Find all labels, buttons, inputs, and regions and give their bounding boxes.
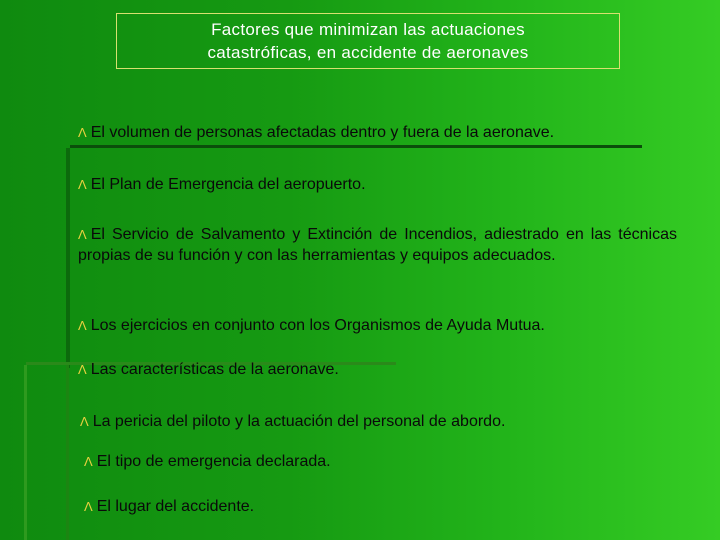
list-item [80, 411, 680, 432]
list-item-text: El tipo de emergencia declarada. [96, 453, 331, 470]
bullet-icon: Λ [78, 125, 87, 140]
bullet-icon: Λ [78, 318, 87, 333]
list-item [78, 315, 678, 336]
list-item-text: El lugar del accidente. [96, 498, 255, 515]
list-item [84, 496, 684, 517]
decorative-line [24, 365, 27, 540]
list-item [78, 174, 678, 195]
list-item-text: El Servicio de Salvamento y Extinción de Incendios, adiestrado en las técnicas propias de su función y con las herramientas y equipos adecuados. [78, 226, 677, 264]
bullet-icon: Λ [84, 454, 93, 469]
list-item [78, 122, 678, 143]
decorative-line [70, 145, 642, 148]
decorative-line [66, 365, 69, 540]
slide-title-line-1: Factores que minimizan las actuaciones [211, 20, 525, 39]
list-item-text: La pericia del piloto y la actuación del personal de abordo. [92, 413, 506, 430]
bullet-icon: Λ [78, 362, 87, 377]
bullet-icon: Λ [80, 414, 89, 429]
slide-title-line-2: catastróficas, en accidente de aeronaves [207, 43, 529, 62]
list-item [78, 359, 678, 380]
list-item-text: El volumen de personas afectadas dentro y fuera de la aeronave. [90, 124, 555, 141]
list-item-text: El Plan de Emergencia del aeropuerto. [90, 176, 366, 193]
decorative-line [66, 148, 70, 368]
bullet-icon: Λ [78, 177, 87, 192]
bullet-icon: Λ [78, 227, 87, 242]
list-item [78, 224, 677, 266]
bullet-icon: Λ [84, 499, 93, 514]
slide-title-box [116, 13, 620, 69]
list-item-text: Los ejercicios en conjunto con los Organismos de Ayuda Mutua. [90, 317, 545, 334]
list-item [84, 451, 684, 472]
list-item-text: Las características de la aeronave. [90, 361, 339, 378]
